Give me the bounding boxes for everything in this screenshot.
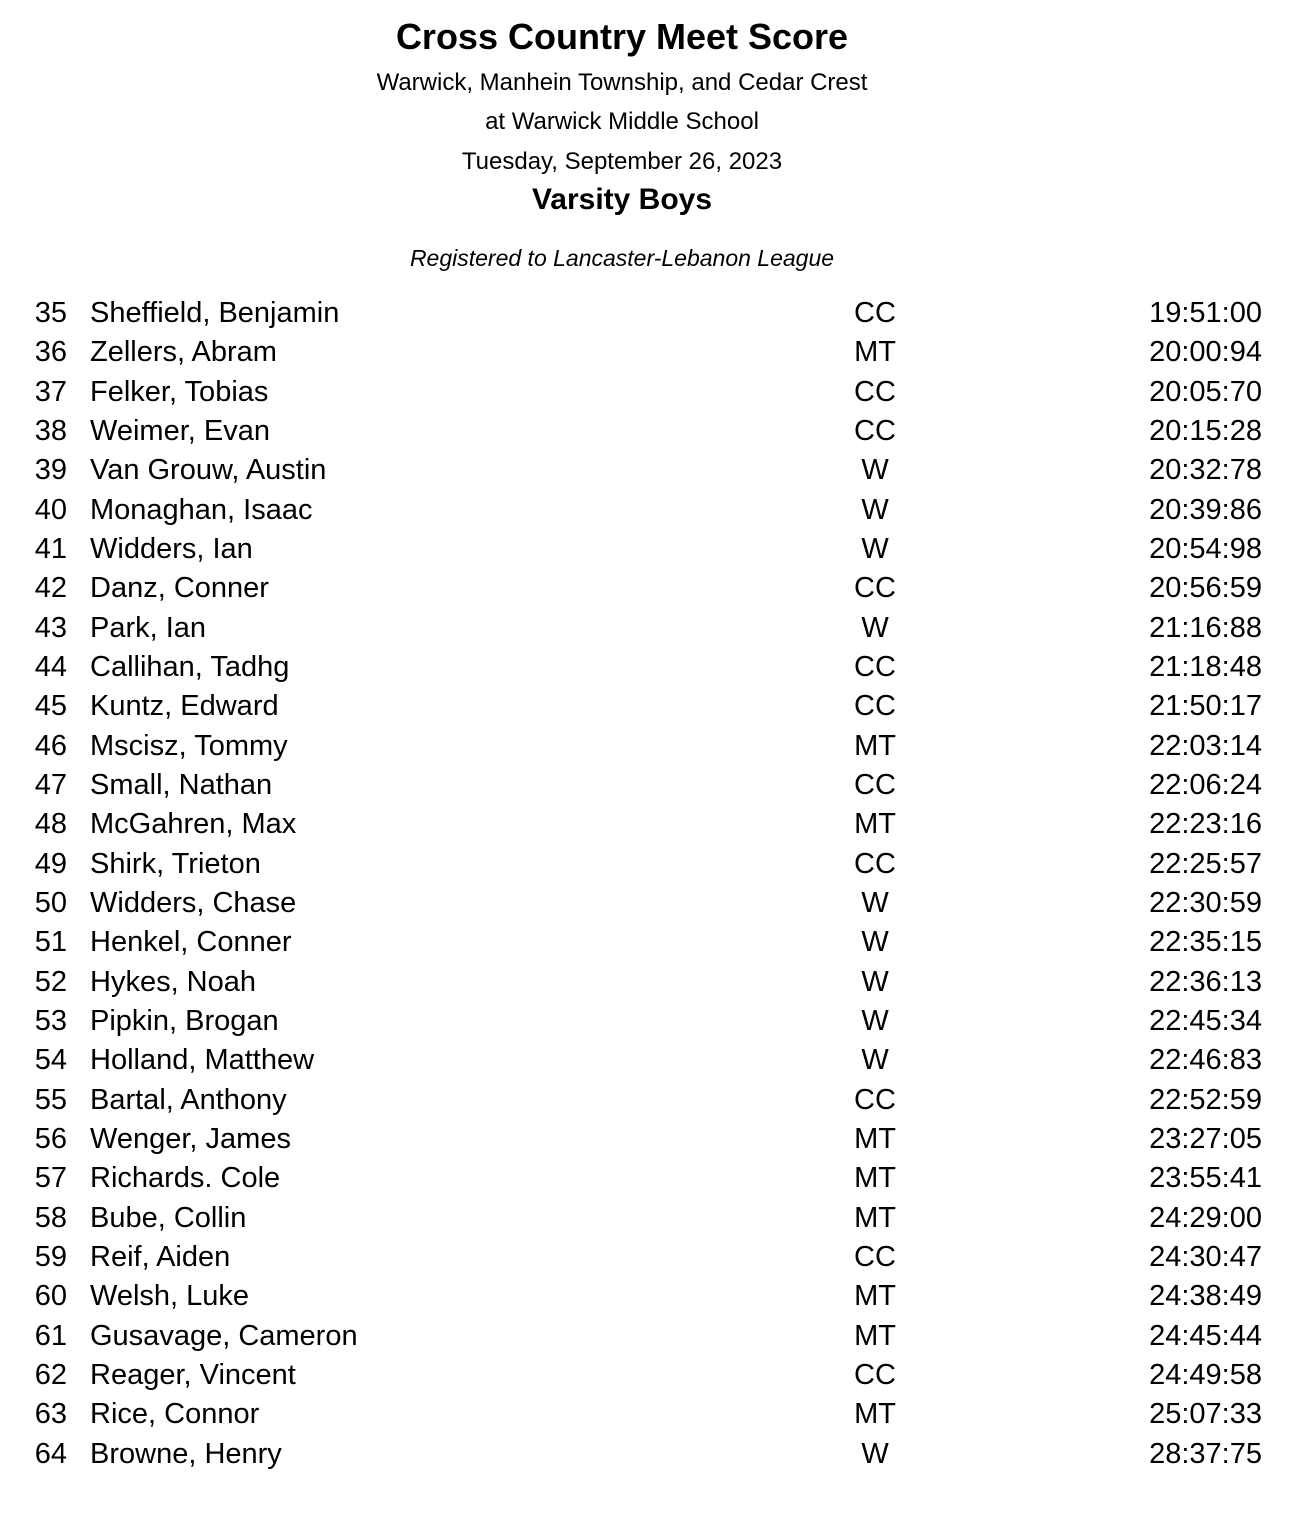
result-time: 21:16:88 [1149,611,1262,644]
result-row [0,1120,1291,1159]
result-time: 20:15:28 [1149,414,1262,447]
result-place: 50 [34,886,67,919]
result-team: CC [854,690,896,723]
result-row [0,530,1291,569]
result-place: 62 [34,1358,67,1391]
result-row [0,569,1291,608]
result-name: Shirk, Trieton [90,847,261,880]
result-name: Sheffield, Benjamin [90,297,340,329]
result-row [0,766,1291,805]
result-team: W [861,1004,889,1037]
result-name: Park, Ian [90,611,207,644]
result-row [0,1199,1291,1238]
result-team: MT [854,808,896,841]
result-time: 20:05:70 [1149,375,1262,408]
result-place: 39 [34,454,67,487]
result-time: 22:06:24 [1149,768,1262,801]
result-name: Henkel, Conner [90,926,292,959]
result-name: Welsh, Luke [90,1280,250,1313]
result-row [0,923,1291,962]
result-time: 25:07:33 [1149,1398,1262,1431]
result-time: 22:52:59 [1149,1083,1262,1116]
meet-date: Tuesday, September 26, 2023 [461,148,783,175]
result-name: Holland, Matthew [90,1044,315,1077]
result-name: Kuntz, Edward [90,690,279,723]
result-name: Richards. Cole [90,1162,281,1195]
result-row [0,1238,1291,1277]
result-row [0,1159,1291,1198]
result-time: 21:18:48 [1149,650,1262,683]
result-team: W [861,965,889,998]
result-name: Widders, Ian [90,532,253,565]
result-row [0,687,1291,726]
result-time: 24:38:49 [1149,1280,1262,1313]
result-time: 22:35:15 [1149,926,1262,959]
result-team: CC [854,768,896,801]
result-row [0,294,1291,333]
result-time: 20:39:86 [1149,493,1262,526]
result-name: Pipkin, Brogan [90,1004,279,1037]
result-row [0,1317,1291,1356]
result-time: 22:36:13 [1149,965,1262,998]
result-place: 45 [34,690,67,723]
result-team: CC [854,1240,896,1273]
result-time: 22:25:57 [1149,847,1262,880]
result-place: 57 [34,1162,67,1195]
result-team: MT [854,1319,896,1352]
result-name: Mscisz, Tommy [90,729,288,762]
result-team: W [861,454,889,487]
result-row [0,1356,1291,1395]
result-place: 42 [34,572,67,605]
result-row [0,491,1291,530]
result-name: Reif, Aiden [90,1240,231,1273]
result-place: 46 [34,729,67,762]
result-team: MT [854,1398,896,1431]
result-name: Danz, Conner [90,572,269,605]
result-time: 20:00:94 [1149,336,1262,369]
result-time: 22:30:59 [1149,886,1262,919]
result-name: Reager, Vincent [90,1358,296,1391]
result-team: MT [854,336,896,369]
result-place: 51 [34,926,67,959]
result-place: 55 [34,1083,67,1116]
result-time: 22:46:83 [1149,1044,1262,1077]
page-title: Cross Country Meet Score [395,16,849,57]
result-team: W [861,532,889,565]
result-place: 64 [34,1437,67,1470]
result-row [0,963,1291,1002]
result-time: 22:23:16 [1149,808,1262,841]
result-time: 20:56:59 [1149,572,1262,605]
result-place: 56 [34,1122,67,1155]
result-row [0,805,1291,844]
result-team: CC [854,414,896,447]
result-row [0,1041,1291,1080]
result-row [0,412,1291,451]
result-time: 23:55:41 [1149,1162,1262,1195]
result-team: CC [854,572,896,605]
result-team: MT [854,1201,896,1234]
result-team: CC [854,1358,896,1391]
division-title: Varsity Boys [531,183,713,216]
result-name: Zellers, Abram [90,336,277,369]
result-place: 35 [34,297,67,329]
result-name: Widders, Chase [90,886,297,919]
result-time: 28:37:75 [1149,1437,1262,1470]
result-place: 59 [34,1240,67,1273]
meet-teams: Warwick, Manhein Township, and Cedar Crest [376,69,868,96]
result-row [0,1435,1291,1474]
result-team: CC [854,847,896,880]
result-name: Hykes, Noah [90,965,257,998]
result-name: Browne, Henry [90,1437,282,1470]
result-row [0,727,1291,766]
result-team: MT [854,1280,896,1313]
result-place: 53 [34,1004,67,1037]
result-time: 19:51:00 [1149,297,1262,329]
result-name: Wenger, James [90,1122,291,1155]
result-time: 23:27:05 [1149,1122,1262,1155]
result-time: 22:03:14 [1149,729,1262,762]
result-place: 41 [34,532,67,565]
meet-venue: at Warwick Middle School [485,108,759,135]
result-team: CC [854,297,896,329]
result-time: 20:32:78 [1149,454,1262,487]
result-place: 52 [34,965,67,998]
result-place: 60 [34,1280,67,1313]
result-time: 22:45:34 [1149,1004,1262,1037]
result-place: 36 [34,336,67,369]
result-row [0,451,1291,490]
result-place: 44 [34,650,67,683]
result-place: 38 [34,414,67,447]
result-team: W [861,611,889,644]
result-row [0,1277,1291,1316]
result-name: Bube, Collin [90,1201,247,1234]
result-name: Rice, Connor [90,1398,260,1431]
result-team: W [861,926,889,959]
league-note: Registered to Lancaster-Lebanon League [409,245,835,271]
result-place: 63 [34,1398,67,1431]
result-place: 47 [34,768,67,801]
result-team: CC [854,650,896,683]
result-row [0,333,1291,372]
result-row [0,884,1291,923]
result-team: W [861,1044,889,1077]
result-row [0,845,1291,884]
result-time: 20:54:98 [1149,532,1262,565]
result-team: MT [854,729,896,762]
result-row [0,1395,1291,1434]
result-team: MT [854,1122,896,1155]
result-row [0,648,1291,687]
result-name: Felker, Tobias [90,375,269,408]
result-time: 24:29:00 [1149,1201,1262,1234]
result-place: 49 [34,847,67,880]
result-name: Gusavage, Cameron [90,1319,358,1352]
result-time: 24:45:44 [1149,1319,1262,1352]
result-row [0,373,1291,412]
result-place: 58 [34,1201,67,1234]
result-team: W [861,886,889,919]
result-place: 40 [34,493,67,526]
result-name: McGahren, Max [90,808,297,841]
result-time: 24:30:47 [1149,1240,1262,1273]
result-time: 24:49:58 [1149,1358,1262,1391]
result-place: 61 [34,1319,67,1352]
result-row [0,609,1291,648]
result-name: Weimer, Evan [90,414,270,447]
result-name: Van Grouw, Austin [90,454,327,487]
result-team: CC [854,375,896,408]
result-name: Monaghan, Isaac [90,493,313,526]
result-team: W [861,493,889,526]
result-team: CC [854,1083,896,1116]
result-place: 54 [34,1044,67,1077]
result-name: Bartal, Anthony [90,1083,287,1116]
result-name: Callihan, Tadhg [90,650,290,683]
result-team: MT [854,1162,896,1195]
result-row [0,1002,1291,1041]
result-time: 21:50:17 [1149,690,1262,723]
result-place: 37 [34,375,67,408]
results-list [0,294,1291,1474]
result-place: 48 [34,808,67,841]
result-place: 43 [34,611,67,644]
result-name: Small, Nathan [90,768,273,801]
result-team: W [861,1437,889,1470]
result-row [0,1081,1291,1120]
